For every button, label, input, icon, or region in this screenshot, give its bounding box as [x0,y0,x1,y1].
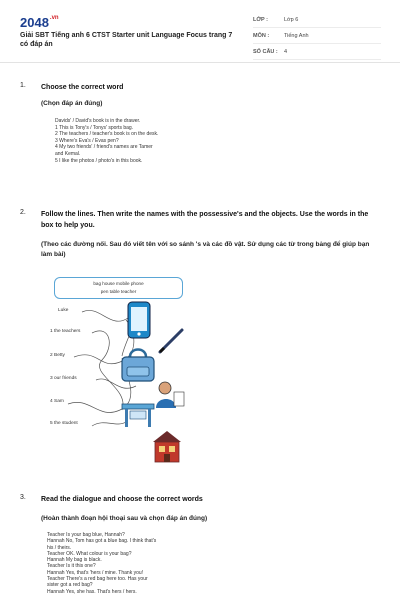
page-title: Giải SBT Tiếng anh 6 CTST Starter unit Language Focus trang 7 có đáp án [20,32,233,48]
exercise-line: and Kemal. [55,150,81,157]
meta-key: SỐ CÂU : [253,48,278,55]
dialogue-line: his / theirs. [47,544,72,551]
exercise-line: Davids' / David's book is in the drawer. [55,118,141,124]
question-1-exercise [55,118,255,164]
exercise-line: 3 Where's Eva's / Evas pen? [55,137,119,144]
exercise-line: 1 This is Tony's / Tonys' sports bag. [55,124,134,131]
meta-value: 4 [284,48,288,55]
page-header [0,0,400,63]
person-label: 4 Sam [50,399,64,404]
meta-key: MÔN : [253,32,270,39]
dialogue-line: Hannah Yes, she has. That's hers / hers. [47,588,137,595]
question-number: 3. [20,494,26,501]
meta-table [253,12,381,60]
dialogue-line: Teacher There's a red bag here too. Has your [47,576,148,583]
house-icon [150,428,184,464]
question-3-dialogue [47,532,247,595]
word-box-row: pen table teacher [100,289,137,294]
table-icon [120,398,156,430]
site-logo[interactable] [20,15,59,30]
question-number: 2. [20,209,26,216]
mobile-phone-icon [124,300,154,340]
dialogue-line: Teacher Is it this one? [47,563,96,570]
dialogue-line: Hannah No, Tom has got a blue bag. I think that's [47,538,157,545]
question-text: Choose the correct word [41,84,124,91]
question-1-subtitle: (Chọn đáp án đúng) [41,100,103,107]
bag-icon [118,345,158,385]
dialogue-line: Teacher Is your bag blue, Hannah? [47,532,125,538]
dialogue-line: Hannah Yes, that's 'hers / mine. Thank you! [47,569,144,576]
meta-key: LỚP : [253,16,268,23]
word-box [54,277,183,299]
question-text: Follow the lines. Then write the names with the possessive's and the objects. Use the words in the box to help you. [41,211,369,229]
person-label: 2 Betty [50,353,65,358]
logo-text: 2048 [20,15,49,30]
exercise-line: 5 I like the photos / photo's in this book. [55,157,143,164]
meta-row-class [253,12,381,28]
question-3-subtitle: (Hoàn thành đoạn hội thoại sau và chọn đáp án đúng) [41,515,208,522]
person-label: 1 the teachers [50,329,81,334]
teacher-icon [152,380,186,410]
meta-row-count [253,44,381,60]
exercise-line: 2 The teachers / teacher's book is on the desk. [55,131,159,138]
dialogue-line: Teacher OK. What colour is your bag? [47,550,132,557]
dialogue-line: Hannah My bag is black. [47,557,102,564]
person-label: Luke [58,308,69,313]
pen-icon [156,326,186,356]
person-label: 3 our friends [50,376,77,381]
logo-suffix: .vn [49,15,59,21]
meta-value: Lớp 6 [284,16,299,23]
meta-value: Tiếng Anh [284,32,309,39]
exercise-line: 4 My two friends' / friend's names are Tamer [55,144,153,151]
question-text: Read the dialogue and choose the correct words [41,496,203,503]
question-number: 1. [20,82,26,89]
person-label: 5 the student [50,421,78,426]
question-2-subtitle: (Theo các đường nối. Sau đó viết tên với so sánh 's và các đồ vật. Sử dụng các từ trong bảng để giúp bạn làm bài) [41,241,370,258]
meta-row-subject [253,28,381,44]
dialogue-line: sister got a red bag? [47,582,93,589]
word-box-row: bag house mobile phone [93,281,144,286]
